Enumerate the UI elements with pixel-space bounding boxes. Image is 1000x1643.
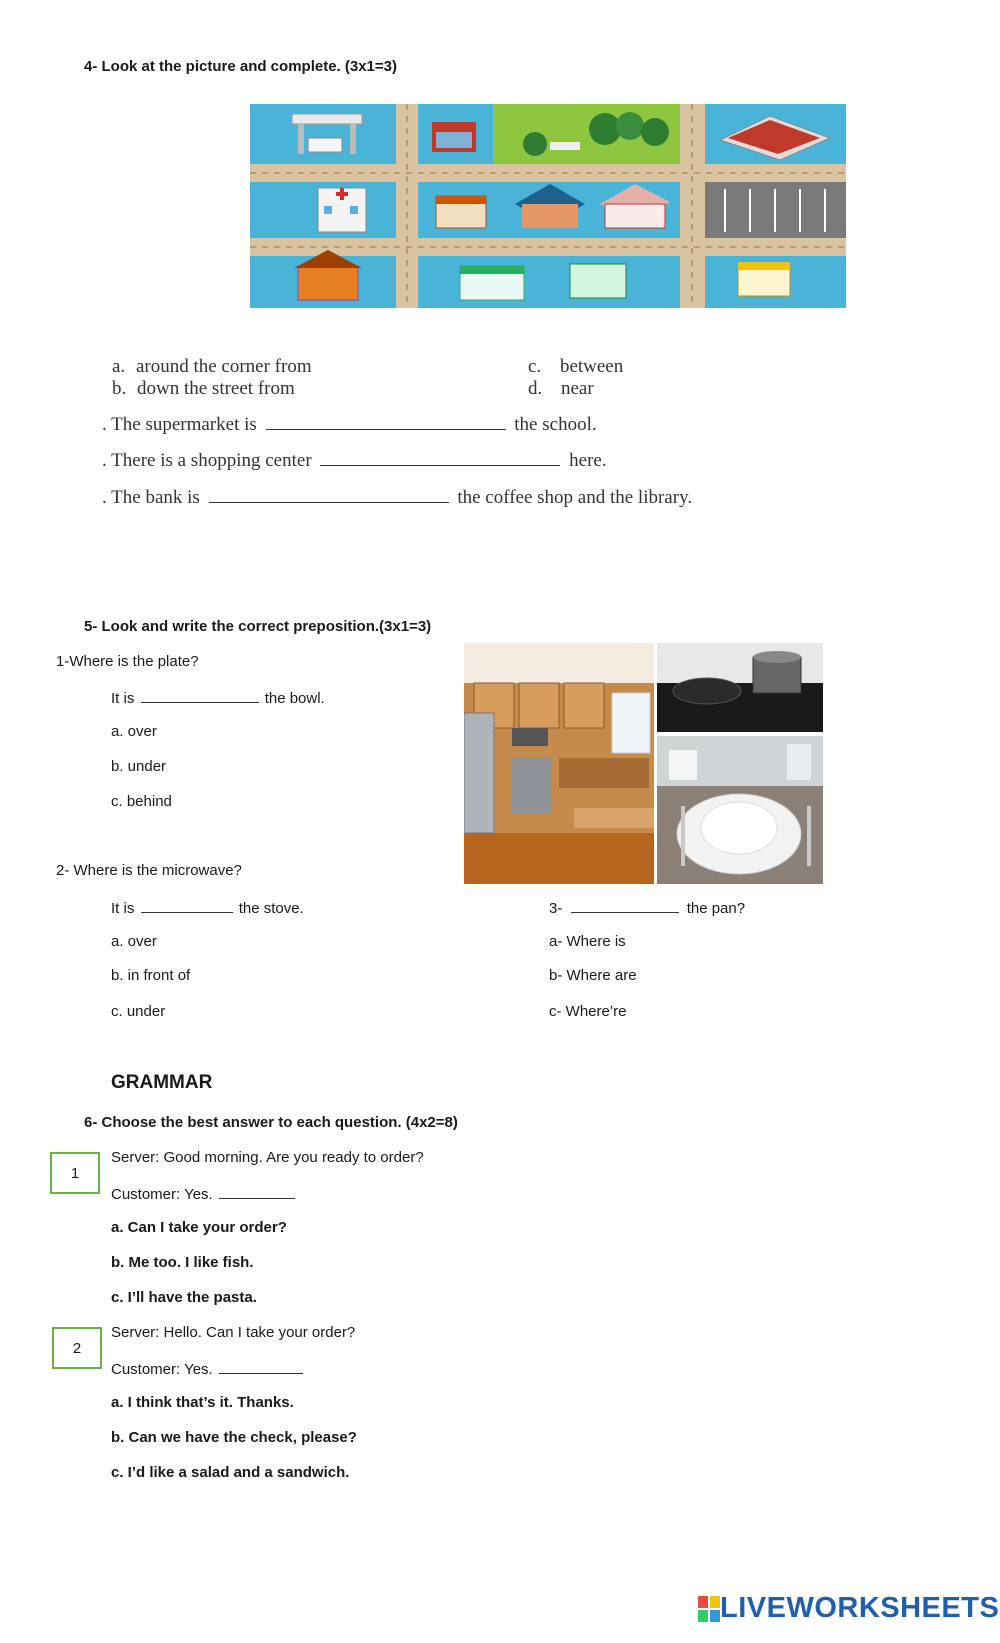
q4-heading: 4- Look at the picture and complete. (3x1=3)	[84, 58, 397, 75]
answer-suffix: the stove.	[238, 900, 304, 917]
sentence-suffix: here.	[569, 450, 607, 471]
answer-prefix: It is	[111, 900, 135, 917]
server-line: Server: Good morning. Are you ready to order?	[111, 1149, 424, 1166]
customer-text: Customer: Yes.	[111, 1186, 213, 1203]
kitchen-photo	[464, 643, 654, 884]
city-map-image	[250, 104, 846, 308]
q5-item3-answer	[549, 898, 745, 917]
q6-heading: 6- Choose the best answer to each question. (4x2=8)	[84, 1114, 458, 1131]
customer-text: Customer: Yes.	[111, 1361, 213, 1378]
option-letter: a.	[112, 356, 126, 377]
option-text: down the street from	[137, 378, 295, 399]
answer-blank[interactable]	[219, 1184, 295, 1199]
grammar-item2-option-b[interactable]: b. Can we have the check, please?	[111, 1429, 357, 1446]
q5-item3-option-c[interactable]: c- Where’re	[549, 1003, 627, 1020]
q4-option-a	[112, 356, 312, 378]
answer-blank[interactable]	[219, 1359, 303, 1374]
liveworksheets-logo-icon	[698, 1596, 720, 1622]
item-number-box: 1	[50, 1152, 100, 1194]
sentence-suffix: the school.	[514, 414, 597, 435]
q5-item2-answer	[111, 898, 304, 917]
grammar-item2-option-a[interactable]: a. I think that’s it. Thanks.	[111, 1394, 294, 1411]
sentence-prefix: . The supermarket is	[102, 414, 257, 435]
stove-pan-photo	[657, 643, 823, 732]
answer-blank[interactable]	[320, 451, 560, 466]
liveworksheets-logo[interactable]	[698, 1592, 999, 1625]
grammar-item1-option-b[interactable]: b. Me too. I like fish.	[111, 1254, 254, 1271]
q4-sentence-2	[102, 450, 607, 472]
customer-line	[111, 1184, 295, 1203]
option-letter: c.	[528, 356, 542, 377]
hospital-icon	[318, 188, 366, 232]
option-letter: d.	[528, 378, 543, 399]
q4-option-c	[528, 356, 623, 378]
q4-sentence-1	[102, 414, 597, 436]
answer-suffix: the pan?	[686, 900, 746, 917]
sentence-suffix: the coffee shop and the library.	[457, 487, 693, 508]
answer-prefix: 3-	[549, 900, 563, 917]
option-text: near	[561, 378, 594, 399]
q5-item1-question: 1-Where is the plate?	[56, 653, 199, 670]
q5-item3-option-a[interactable]: a- Where is	[549, 933, 626, 950]
q5-item2-option-c[interactable]: c. under	[111, 1003, 166, 1020]
customer-line	[111, 1359, 303, 1378]
brand-name: LIVEWORKSHEETS	[720, 1592, 1000, 1624]
grammar-item2-option-c[interactable]: c. I’d like a salad and a sandwich.	[111, 1464, 350, 1481]
q5-item2-option-a[interactable]: a. over	[111, 933, 157, 950]
grammar-item1-option-a[interactable]: a. Can I take your order?	[111, 1219, 287, 1236]
item-number-box: 2	[52, 1327, 102, 1369]
grammar-item1-option-c[interactable]: c. I’ll have the pasta.	[111, 1289, 257, 1306]
q5-item1-option-c[interactable]: c. behind	[111, 793, 172, 810]
q4-option-b	[112, 378, 295, 400]
grammar-title: GRAMMAR	[111, 1072, 213, 1093]
option-letter: b.	[112, 378, 127, 399]
q5-item2-option-b[interactable]: b. in front of	[111, 967, 191, 984]
q5-item1-answer	[111, 688, 325, 707]
answer-suffix: the bowl.	[264, 690, 325, 707]
coffee-shop-icon	[436, 196, 486, 228]
shop-icon	[432, 122, 476, 152]
store-icon	[738, 262, 790, 296]
answer-blank[interactable]	[266, 415, 506, 430]
q4-option-d	[528, 378, 594, 400]
q5-item3-option-b[interactable]: b- Where are	[549, 967, 637, 984]
sentence-prefix: . The bank is	[102, 487, 200, 508]
answer-prefix: It is	[111, 690, 135, 707]
answer-blank[interactable]	[209, 488, 449, 503]
answer-blank[interactable]	[141, 898, 233, 913]
supermarket-icon	[460, 266, 524, 300]
q4-sentence-3	[102, 487, 692, 509]
sentence-prefix: . There is a shopping center	[102, 450, 312, 471]
plate-bowl-photo	[657, 736, 823, 884]
answer-blank[interactable]	[141, 688, 259, 703]
q5-item1-option-a[interactable]: a. over	[111, 723, 157, 740]
option-text: between	[559, 356, 624, 377]
server-line: Server: Hello. Can I take your order?	[111, 1324, 356, 1341]
option-text: around the corner from	[135, 356, 312, 377]
answer-blank[interactable]	[571, 898, 679, 913]
pharmacy-icon	[570, 264, 626, 298]
q5-item1-option-b[interactable]: b. under	[111, 758, 167, 775]
q5-heading: 5- Look and write the correct preposition.(3x1=3)	[84, 618, 432, 635]
q5-item2-question: 2- Where is the microwave?	[56, 862, 242, 879]
